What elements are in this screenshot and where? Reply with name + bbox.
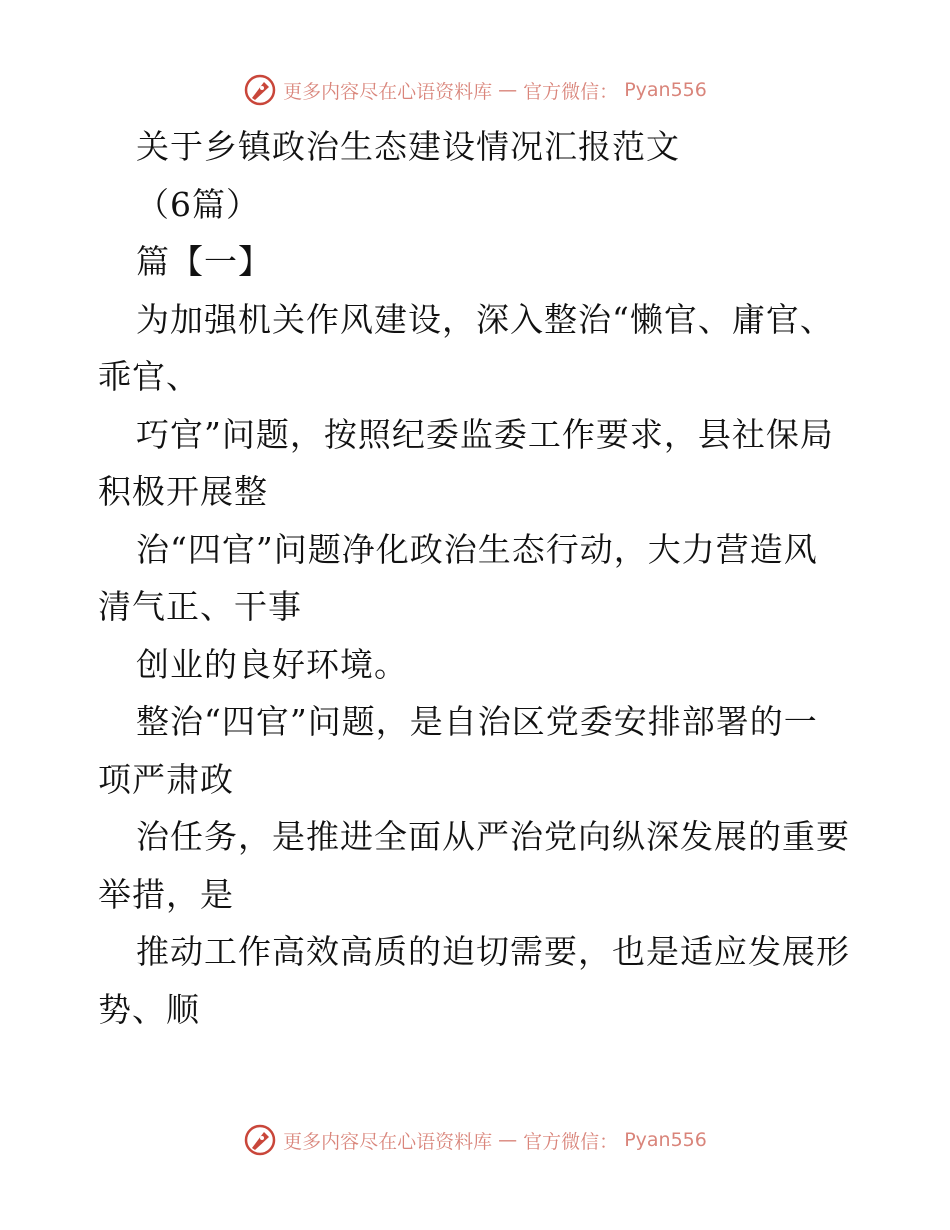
document-subtitle: （6篇）: [136, 184, 260, 224]
paragraph-line: 整治“四官”问题，是自治区党委安排部署的一: [136, 702, 818, 741]
watermark-contact-label: 官方微信：: [523, 1130, 619, 1153]
paragraph-line: 巧官”问题，按照纪委监委工作要求，县社保局: [136, 414, 834, 454]
header-watermark: [0, 70, 950, 110]
watermark-separator: —: [498, 79, 518, 101]
document-body: [98, 118, 858, 1038]
paragraph-line: 治“四官”问题净化政治生态行动，大力营造风: [136, 529, 818, 569]
paragraph-line: 推动工作高效高质的迫切需要，也是适应发展形: [136, 932, 850, 971]
watermark-contact-id: Pyan556: [624, 79, 707, 101]
watermark-separator: —: [498, 1129, 518, 1151]
paragraph-line: 积极开展整: [98, 472, 268, 511]
document-title: 关于乡镇政治生态建设情况汇报范文: [136, 127, 680, 166]
watermark-contact-label: 官方微信：: [523, 80, 619, 103]
section-heading: 篇【一】: [136, 242, 272, 281]
paragraph-line: 项严肃政: [98, 759, 234, 799]
paragraph-line: 创业的良好环境。: [136, 644, 408, 684]
watermark-text: 更多内容尽在心语资料库: [283, 1130, 493, 1153]
pen-nib-circle-icon: [243, 73, 277, 107]
paragraph-line: 举措，是: [98, 874, 234, 914]
watermark-contact-id: Pyan556: [624, 1129, 707, 1151]
paragraph-line: 治任务，是推进全面从严治党向纵深发展的重要: [136, 817, 850, 856]
paragraph-line: 势、顺: [98, 989, 200, 1029]
paragraph-line: 清气正、干事: [98, 587, 302, 626]
paragraph-line: 为加强机关作风建设，深入整治“懒官、庸官、: [136, 299, 834, 339]
footer-watermark: [0, 1120, 950, 1160]
watermark-text: 更多内容尽在心语资料库: [283, 80, 493, 103]
pen-nib-circle-icon: [243, 1123, 277, 1157]
paragraph-line: 乖官、: [98, 357, 200, 396]
